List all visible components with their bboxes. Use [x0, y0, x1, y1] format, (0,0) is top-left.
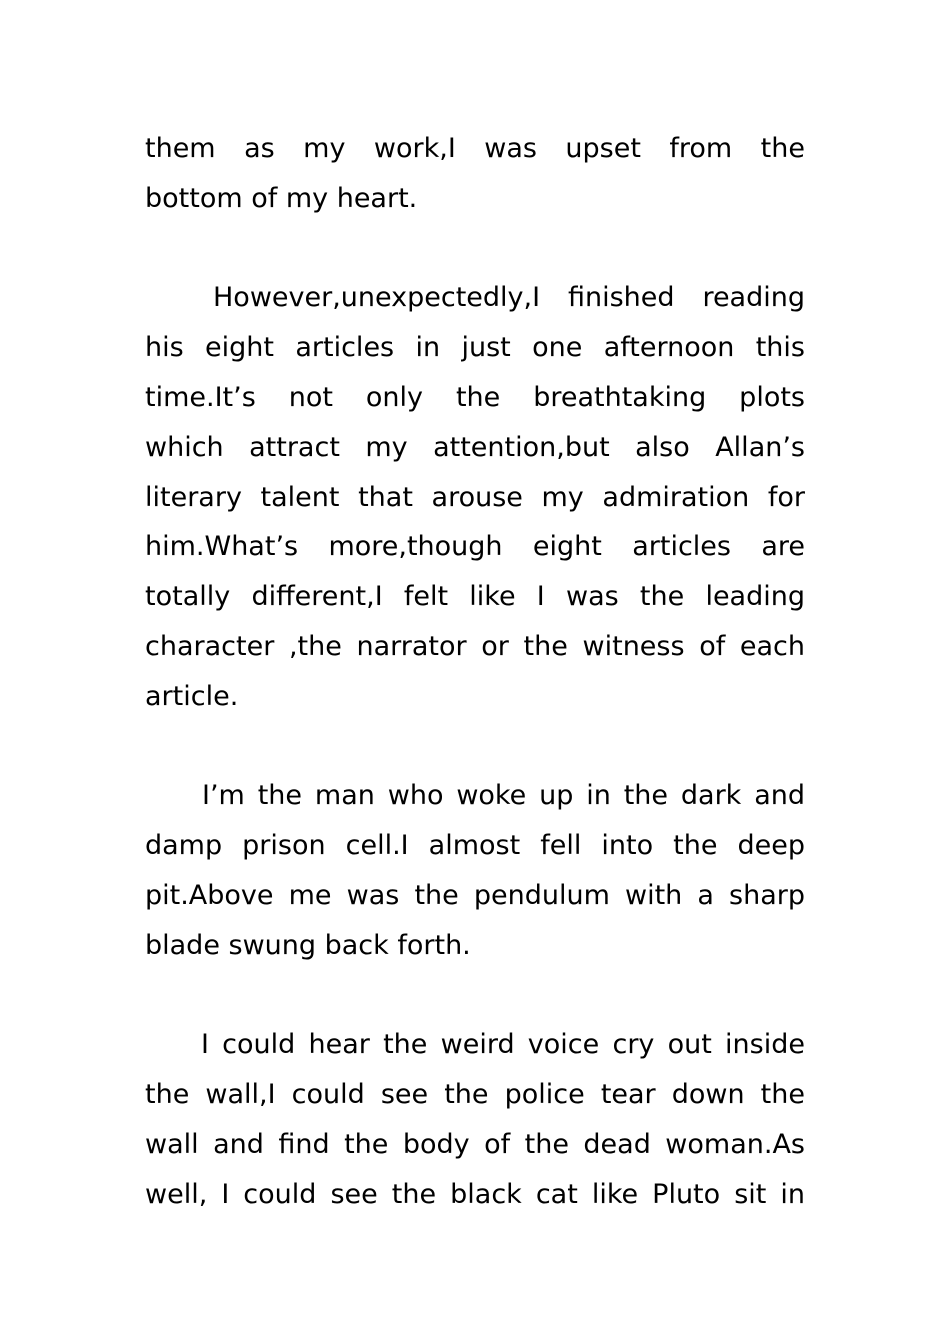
paragraph-spacer [145, 722, 805, 772]
text-line: him.What’s more,though eight articles are [145, 531, 805, 563]
text-line: I’m the man who woke up in the dark and [202, 780, 805, 812]
text-line: well, I could see the black cat like Pluto sit in [145, 1178, 805, 1210]
text-line: literary talent that arouse my admiration for [145, 481, 805, 513]
text-line: However,unexpectedly,I finished reading [213, 282, 805, 314]
paragraph-spacer [145, 971, 805, 1021]
text-line: I could hear the weird voice cry out inside [201, 1029, 805, 1061]
text-line: time.It’s not only the breathtaking plots [145, 381, 805, 413]
text-line: article. [145, 680, 239, 712]
text-line: wall and find the body of the dead woman.As [145, 1128, 805, 1160]
text-line: pit.Above me was the pendulum with a sharp [145, 879, 805, 911]
paragraph-2 [145, 273, 805, 721]
text-line: them as my work,I was upset from the [145, 133, 805, 164]
document-page [145, 124, 805, 1220]
text-line: his eight articles in just one afternoon this [145, 332, 805, 364]
text-line: blade swung back forth. [145, 929, 471, 961]
text-line: which attract my attention,but also Allan’s [145, 431, 805, 463]
text-line: bottom of my heart. [145, 182, 418, 214]
text-line: damp prison cell.I almost fell into the deep [145, 830, 805, 862]
paragraph-spacer [145, 224, 805, 274]
paragraph-1 [145, 124, 805, 224]
text-line: character ,the narrator or the witness of each [145, 630, 805, 662]
text-line: totally different,I felt like I was the leading [145, 581, 805, 613]
paragraph-4 [145, 1020, 805, 1219]
text-line: the wall,I could see the police tear down the [145, 1079, 805, 1111]
paragraph-3 [145, 771, 805, 970]
